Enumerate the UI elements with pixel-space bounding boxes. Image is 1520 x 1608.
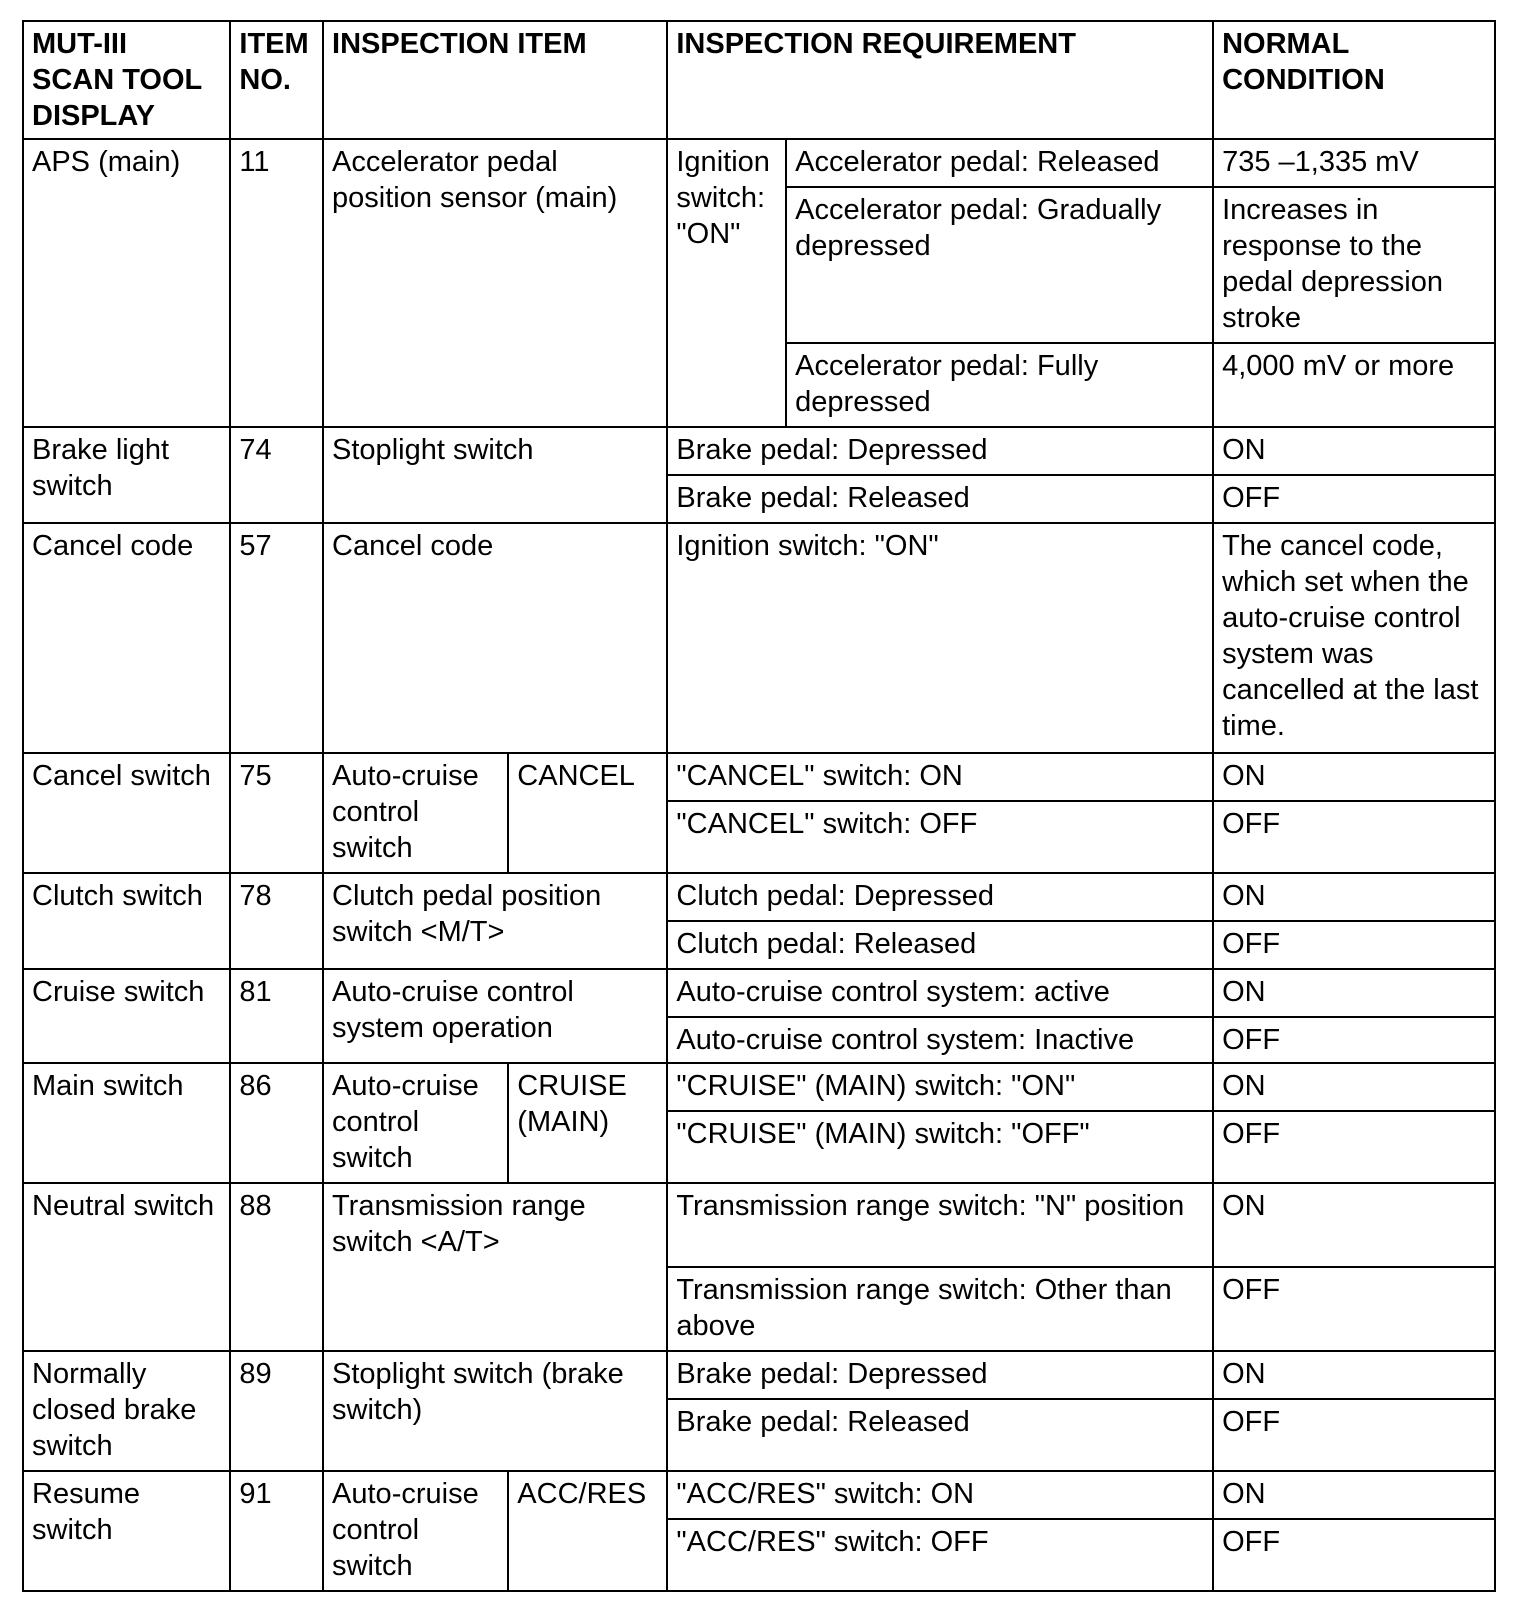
scan-tool-display-cell: Cruise switch (23, 969, 230, 1063)
requirement-cell: "CANCEL" switch: OFF (667, 801, 1213, 873)
normal-condition-cell: OFF (1213, 1267, 1495, 1351)
inspection-item-cell: Stoplight switch (brake switch) (323, 1351, 667, 1471)
inspection-item-cell: Auto-cruise control switch (323, 1063, 508, 1183)
requirement-cell: "ACC/RES" switch: ON (667, 1471, 1213, 1519)
requirement-cell: Accelerator pedal: Released (786, 139, 1213, 187)
item-no-cell: 78 (230, 873, 323, 969)
normal-condition-cell: OFF (1213, 1399, 1495, 1471)
table-row (23, 427, 1495, 475)
inspection-table (22, 20, 1496, 1592)
table-row (23, 1471, 1495, 1519)
requirement-cell: Brake pedal: Depressed (667, 427, 1213, 475)
header-scan-tool-display: MUT-III SCAN TOOL DISPLAY (23, 21, 230, 139)
header-inspection-requirement: INSPECTION REQUIREMENT (667, 21, 1213, 139)
scan-tool-display-cell: Normally closed brake switch (23, 1351, 230, 1471)
scan-tool-display-cell: Cancel switch (23, 753, 230, 873)
inspection-item-cell: Stoplight switch (323, 427, 667, 523)
requirement-cell: Clutch pedal: Depressed (667, 873, 1213, 921)
requirement-cell: "ACC/RES" switch: OFF (667, 1519, 1213, 1591)
requirement-cell: Auto-cruise control system: active (667, 969, 1213, 1017)
normal-condition-cell: ON (1213, 1183, 1495, 1267)
inspection-item-cell: Transmission range switch <A/T> (323, 1183, 667, 1351)
requirement-cell: Transmission range switch: Other than above (667, 1267, 1213, 1351)
header-inspection-item: INSPECTION ITEM (323, 21, 667, 139)
table-row (23, 1351, 1495, 1399)
item-no-cell: 74 (230, 427, 323, 523)
normal-condition-cell: 735 –1,335 mV (1213, 139, 1495, 187)
table-row (23, 873, 1495, 921)
requirement-group-cell: Ignition switch: "ON" (667, 139, 786, 427)
requirement-cell: Clutch pedal: Released (667, 921, 1213, 969)
item-no-cell: 11 (230, 139, 323, 427)
table-row (23, 1063, 1495, 1111)
requirement-cell: Accelerator pedal: Fully depressed (786, 343, 1213, 427)
scan-tool-display-cell: Resume switch (23, 1471, 230, 1591)
requirement-cell: Accelerator pedal: Gradually depressed (786, 187, 1213, 343)
scan-tool-display-cell: Main switch (23, 1063, 230, 1183)
requirement-cell: "CANCEL" switch: ON (667, 753, 1213, 801)
header-normal-condition: NORMAL CONDITION (1213, 21, 1495, 139)
inspection-item-cell: Accelerator pedal position sensor (main) (323, 139, 667, 427)
table-row (23, 969, 1495, 1017)
requirement-cell: Auto-cruise control system: Inactive (667, 1017, 1213, 1063)
inspection-item-cell: Cancel code (323, 523, 667, 753)
requirement-cell: Brake pedal: Released (667, 1399, 1213, 1471)
scan-tool-display-cell: Cancel code (23, 523, 230, 753)
requirement-cell: Brake pedal: Released (667, 475, 1213, 523)
normal-condition-cell: The cancel code, which set when the auto-cruise control system was cancelled at the last time. (1213, 523, 1495, 753)
item-no-cell: 75 (230, 753, 323, 873)
normal-condition-cell: OFF (1213, 1111, 1495, 1183)
requirement-cell: Brake pedal: Depressed (667, 1351, 1213, 1399)
inspection-sub-item-cell: ACC/RES (508, 1471, 667, 1591)
normal-condition-cell: ON (1213, 753, 1495, 801)
table-row (23, 753, 1495, 801)
scan-tool-display-cell: Clutch switch (23, 873, 230, 969)
normal-condition-cell: Increases in response to the pedal depression stroke (1213, 187, 1495, 343)
inspection-item-cell: Clutch pedal position switch <M/T> (323, 873, 667, 969)
normal-condition-cell: ON (1213, 873, 1495, 921)
normal-condition-cell: OFF (1213, 1017, 1495, 1063)
item-no-cell: 89 (230, 1351, 323, 1471)
table-row (23, 523, 1495, 753)
item-no-cell: 91 (230, 1471, 323, 1591)
item-no-cell: 86 (230, 1063, 323, 1183)
normal-condition-cell: ON (1213, 1063, 1495, 1111)
table-row (23, 1183, 1495, 1267)
normal-condition-cell: OFF (1213, 801, 1495, 873)
normal-condition-cell: ON (1213, 427, 1495, 475)
inspection-sub-item-cell: CRUISE (MAIN) (508, 1063, 667, 1183)
scan-tool-display-cell: Brake light switch (23, 427, 230, 523)
item-no-cell: 57 (230, 523, 323, 753)
normal-condition-cell: ON (1213, 969, 1495, 1017)
item-no-cell: 81 (230, 969, 323, 1063)
normal-condition-cell: OFF (1213, 921, 1495, 969)
inspection-item-cell: Auto-cruise control system operation (323, 969, 667, 1063)
normal-condition-cell: 4,000 mV or more (1213, 343, 1495, 427)
normal-condition-cell: ON (1213, 1471, 1495, 1519)
inspection-sub-item-cell: CANCEL (508, 753, 667, 873)
normal-condition-cell: OFF (1213, 475, 1495, 523)
scan-tool-display-cell: APS (main) (23, 139, 230, 427)
requirement-cell: Ignition switch: "ON" (667, 523, 1213, 753)
item-no-cell: 88 (230, 1183, 323, 1351)
scan-tool-display-cell: Neutral switch (23, 1183, 230, 1351)
inspection-item-cell: Auto-cruise control switch (323, 1471, 508, 1591)
requirement-cell: "CRUISE" (MAIN) switch: "ON" (667, 1063, 1213, 1111)
requirement-cell: "CRUISE" (MAIN) switch: "OFF" (667, 1111, 1213, 1183)
table-row (23, 139, 1495, 187)
normal-condition-cell: OFF (1213, 1519, 1495, 1591)
normal-condition-cell: ON (1213, 1351, 1495, 1399)
header-row (23, 21, 1495, 139)
inspection-item-cell: Auto-cruise control switch (323, 753, 508, 873)
requirement-cell: Transmission range switch: "N" position (667, 1183, 1213, 1267)
header-item-no: ITEM NO. (230, 21, 323, 139)
